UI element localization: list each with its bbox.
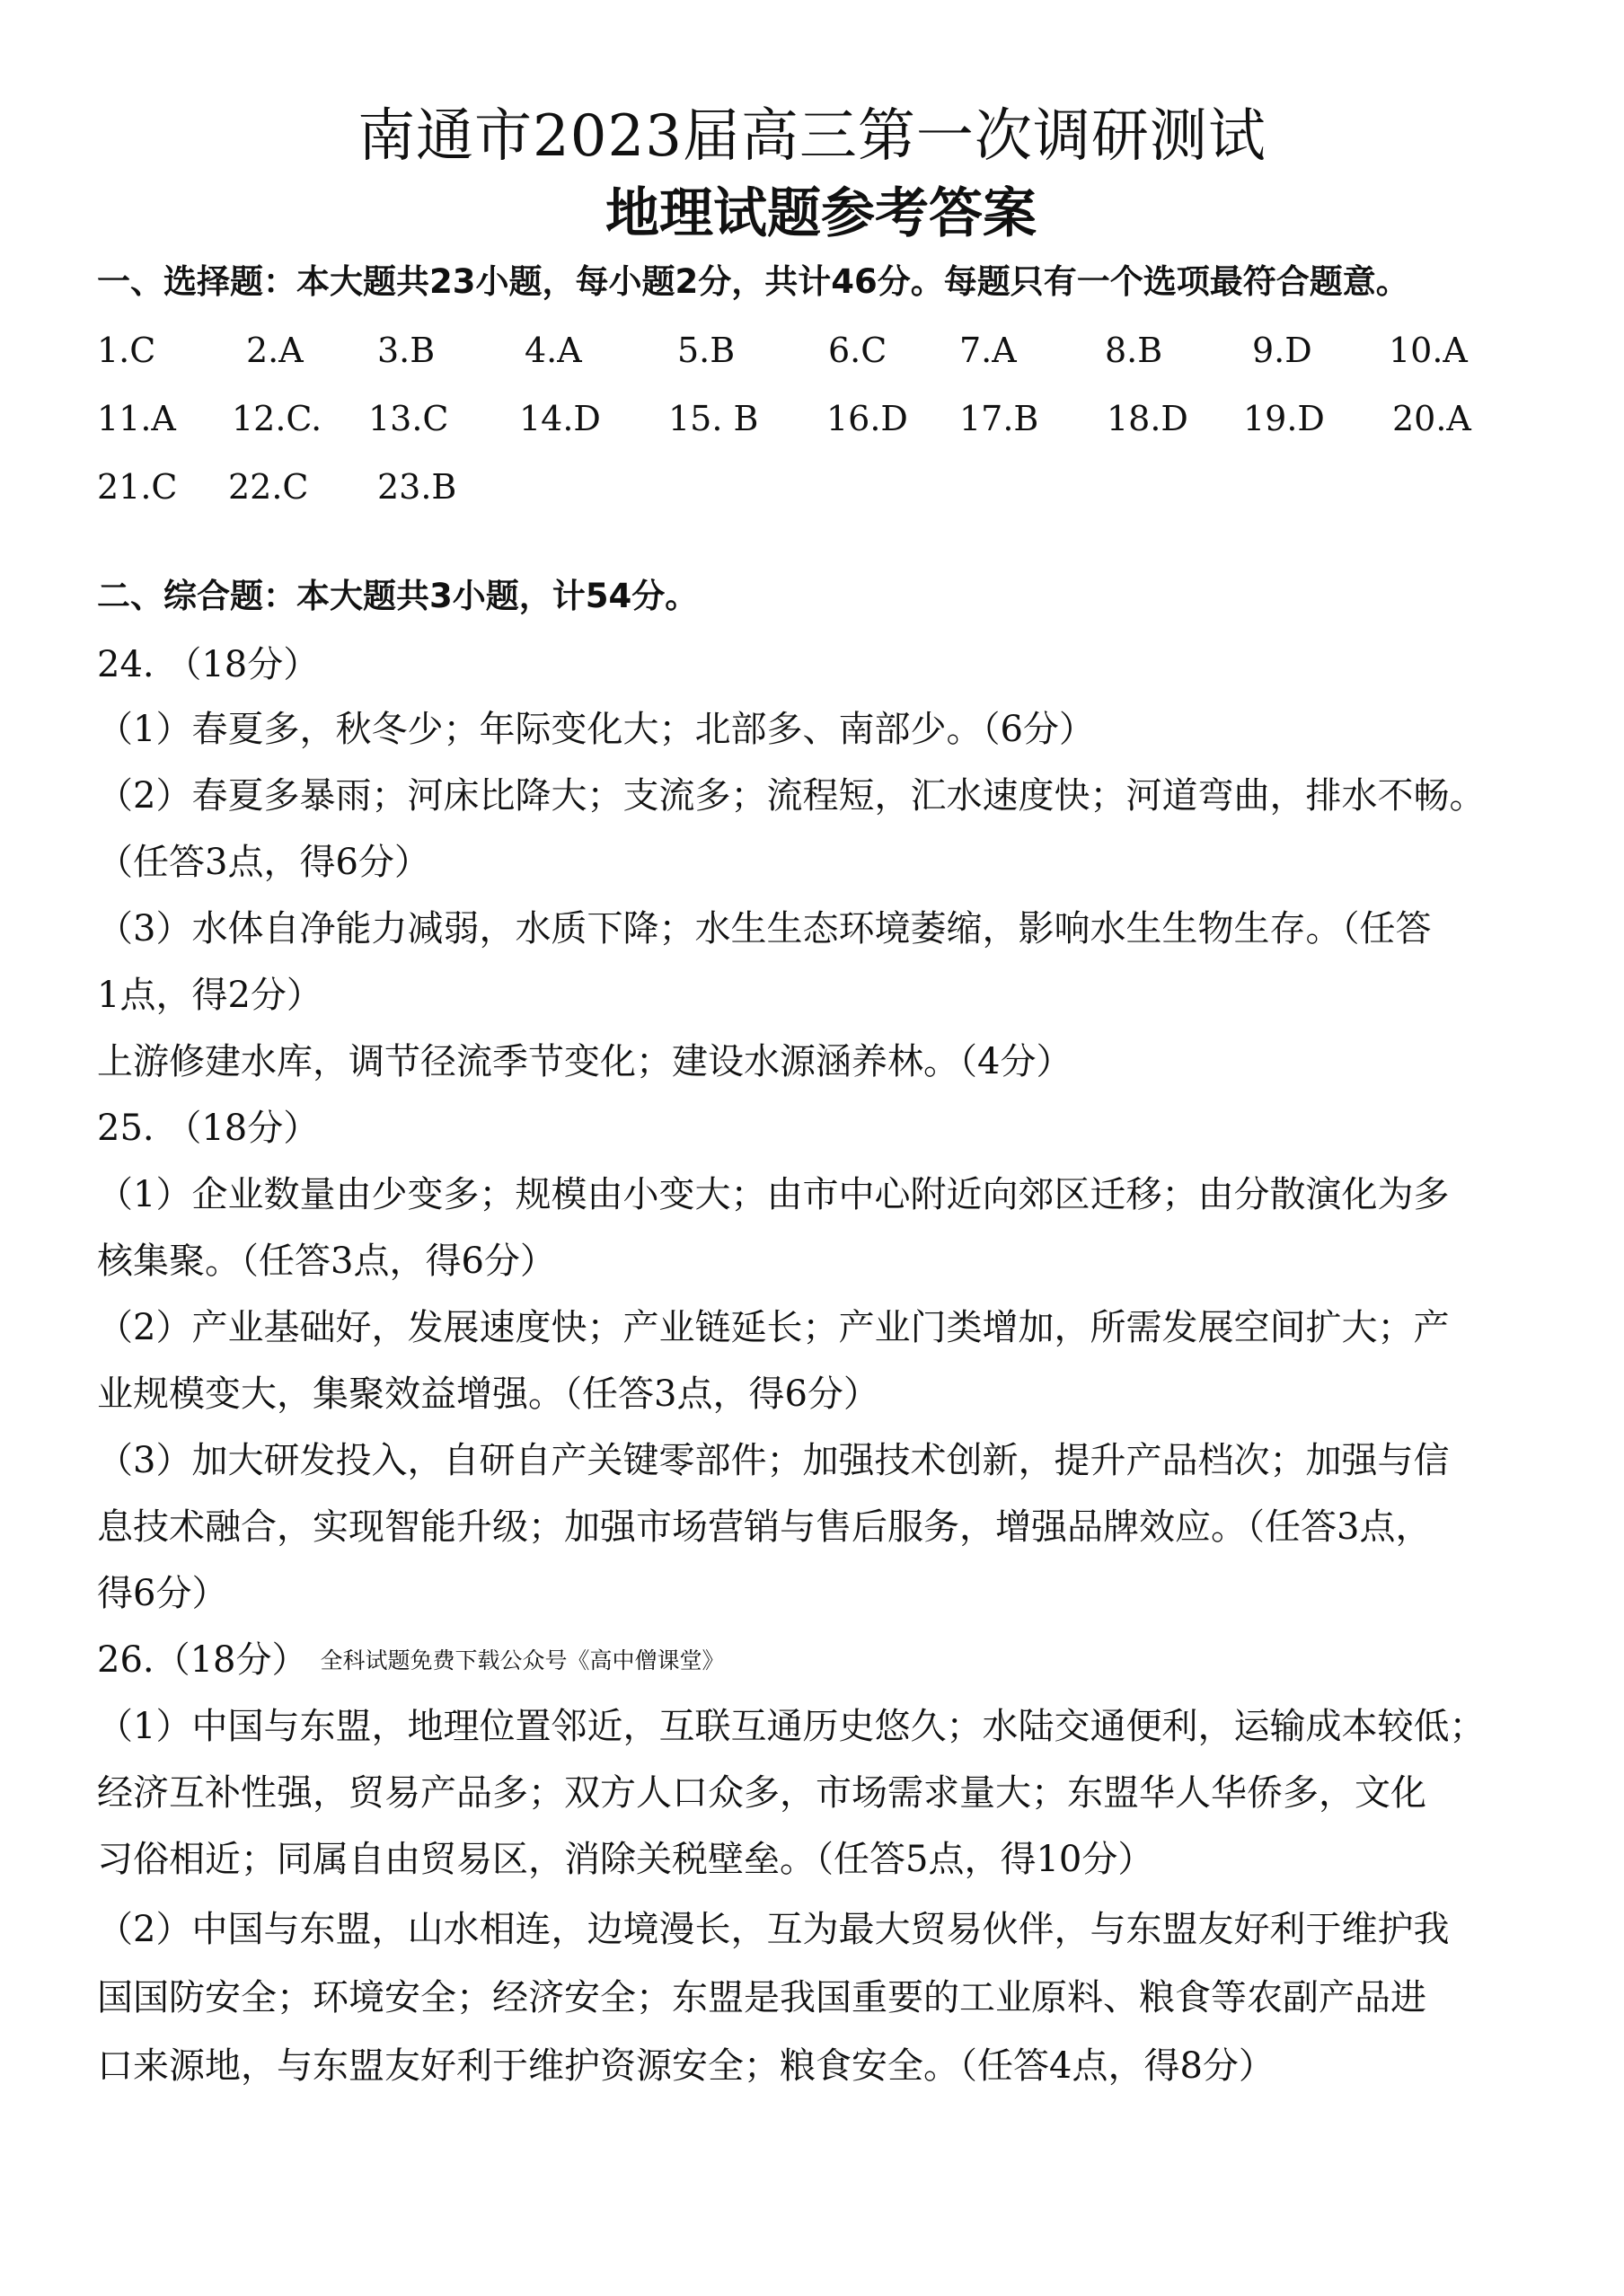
q25-line-7: 得6分） <box>97 1573 228 1614</box>
q26-download-note: 全科试题免费下载公众号《高中僧课堂》 <box>320 1647 725 1673</box>
answer-item: 13.C <box>368 399 449 438</box>
q24-line-2: （2）春夏多暴雨；河床比降大；支流多；流程短，汇水速度快；河道弯曲，排水不畅。 <box>97 775 1486 817</box>
q26-line-3: 习俗相近；同属自由贸易区，消除关税壁垒。（任答5点，得10分） <box>97 1839 1154 1880</box>
answer-row-3 <box>97 462 1570 512</box>
q25-header: 25. （18分） <box>97 1108 320 1149</box>
q26-line-2: 经济互补性强，贸易产品多；双方人口众多，市场需求量大；东盟华人华侨多，文化 <box>97 1772 1426 1814</box>
q26-header-line <box>97 1635 1570 1686</box>
q24-line-1: （1）春夏多，秋冬少；年际变化大；北部多、南部少。（6分） <box>97 709 1095 750</box>
answer-item: 8.B <box>1105 331 1163 370</box>
answer-item: 7.A <box>959 331 1017 370</box>
q24-line-3: （任答3点，得6分） <box>97 842 430 883</box>
q26-line-6: 口来源地，与东盟友好利于维护资源安全；粮食安全。（任答4点，得8分） <box>97 2045 1275 2087</box>
q26-line-4: （2）中国与东盟，山水相连，边境漫长，互为最大贸易伙伴，与东盟友好利于维护我 <box>97 1909 1450 1950</box>
answer-item: 4.A <box>525 331 582 370</box>
answer-item: 20.A <box>1392 399 1471 438</box>
answer-item: 16.D <box>826 399 908 438</box>
answer-item: 23.B <box>377 467 457 507</box>
q25-line-2: 核集聚。（任答3点，得6分） <box>97 1241 556 1282</box>
q25-line-1: （1）企业数量由少变多；规模由小变大；由市中心附近向郊区迁移；由分散演化为多 <box>97 1174 1450 1215</box>
answer-item: 11.A <box>97 399 176 438</box>
answer-item: 15. B <box>668 399 759 438</box>
answer-item: 12.C. <box>232 399 322 438</box>
q24-header: 24. （18分） <box>97 644 320 685</box>
q25-line-4: 业规模变大，集聚效益增强。（任答3点，得6分） <box>97 1373 879 1415</box>
page-subtitle: 地理试题参考答案 <box>605 182 1037 245</box>
answer-item: 3.B <box>377 331 436 370</box>
q26-line-1: （1）中国与东盟，地理位置邻近，互联互通历史悠久；水陆交通便利，运输成本较低； <box>97 1706 1486 1747</box>
part2-heading: 二、综合题：本大题共3小题，计54分。 <box>97 577 699 615</box>
answer-item: 1.C <box>97 331 156 370</box>
answer-item: 5.B <box>677 331 736 370</box>
q24-line-4: （3）水体自净能力减弱，水质下降；水生生态环境萎缩，影响水生生物生存。（任答 <box>97 908 1432 949</box>
answer-row-1 <box>97 325 1570 375</box>
answer-item: 9.D <box>1252 331 1312 370</box>
answer-item: 22.C <box>228 467 309 507</box>
answer-item: 10.A <box>1389 331 1468 370</box>
part1-heading: 一、选择题：本大题共23小题，每小题2分，共计46分。每题只有一个选项最符合题意。 <box>97 262 1409 301</box>
page-title: 南通市2023届高三第一次调研测试 <box>357 103 1267 170</box>
answer-item: 14.D <box>519 399 601 438</box>
answer-item: 21.C <box>97 467 178 507</box>
answer-item: 2.A <box>246 331 304 370</box>
q24-line-5: 1点，得2分） <box>97 975 322 1016</box>
answer-item: 17.B <box>959 399 1039 438</box>
q26-line-5: 国国防安全；环境安全；经济安全；东盟是我国重要的工业原料、粮食等农副产品进 <box>97 1977 1426 2018</box>
q26-header: 26.（18分） <box>97 1639 308 1681</box>
q24-line-6: 上游修建水库，调节径流季节变化；建设水源涵养林。（4分） <box>97 1041 1072 1082</box>
answer-item: 19.D <box>1243 399 1325 438</box>
q25-line-5: （3）加大研发投入，自研自产关键零部件；加强技术创新，提升产品档次；加强与信 <box>97 1440 1450 1481</box>
q25-line-6: 息技术融合，实现智能升级；加强市场营销与售后服务，增强品牌效应。（任答3点， <box>97 1506 1432 1548</box>
answer-item: 18.D <box>1107 399 1188 438</box>
answer-item: 6.C <box>828 331 887 370</box>
q25-line-3: （2）产业基础好，发展速度快；产业链延长；产业门类增加，所需发展空间扩大；产 <box>97 1307 1450 1348</box>
answer-row-2 <box>97 393 1570 444</box>
